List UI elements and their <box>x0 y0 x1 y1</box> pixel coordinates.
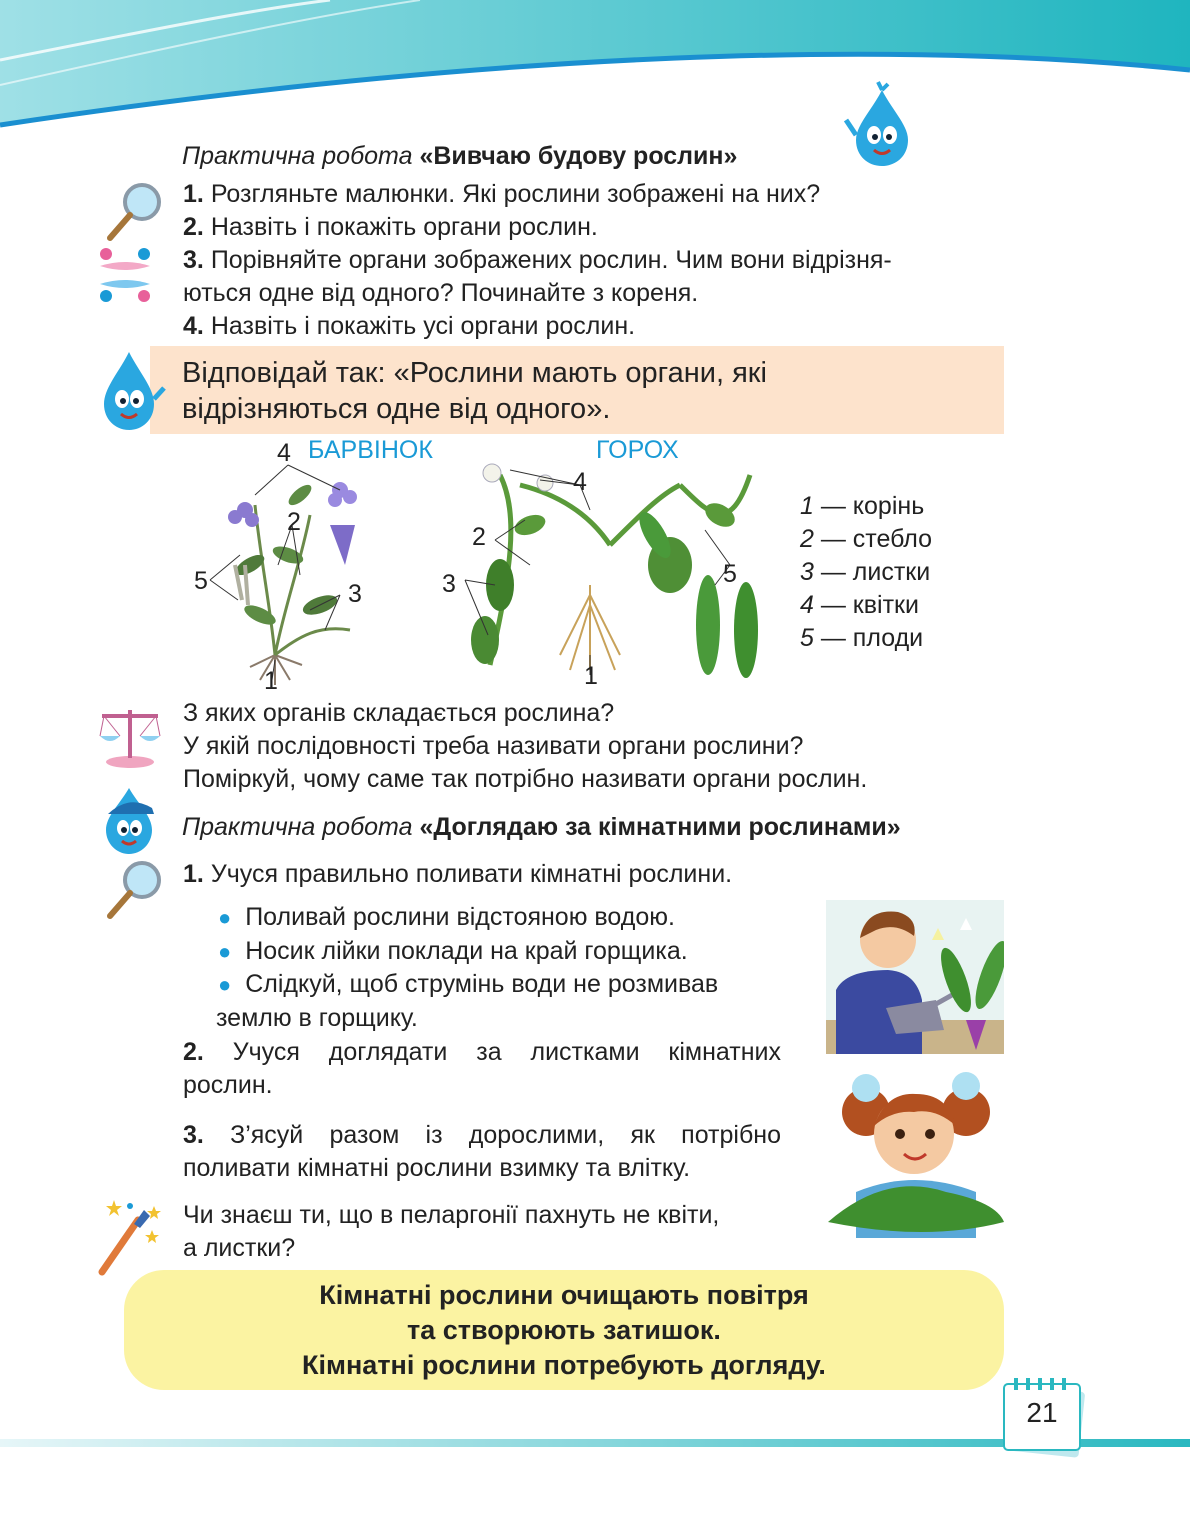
boy-watering-plant-illustration <box>826 900 1004 1054</box>
legend-number: 1 <box>800 492 814 520</box>
legend-number: 4 <box>800 591 814 619</box>
answer-line-2: відрізняються одне від одного». <box>182 393 611 425</box>
header-wave <box>0 0 1190 140</box>
task-number: 3. <box>183 1121 204 1149</box>
paintbrush-stars-icon <box>94 1196 166 1276</box>
summary-line-3: Кімнатні рослини потребують догляду. <box>302 1350 826 1380</box>
bullet-item <box>218 968 718 1001</box>
legend-item <box>800 589 919 622</box>
fact-line-2: а листки? <box>183 1234 296 1262</box>
summary-line-1: Кімнатні рослини очищають повітря <box>319 1280 809 1310</box>
practical2-label: Практична робота <box>182 813 413 841</box>
bullet-item-cont: землю в горщику. <box>216 1004 418 1032</box>
task-text: Назвіть і покажіть усі органи рослин. <box>210 312 636 340</box>
practical1-task-1 <box>183 178 820 211</box>
legend-text: — корінь <box>820 492 925 520</box>
bullet-text: Слідкуй, щоб струмінь води не розмивав <box>245 970 719 998</box>
periwinkle-label-1: 1 <box>264 667 278 695</box>
summary-box <box>124 1270 1004 1390</box>
bullet-text: Носик лійки поклади на край горщика. <box>245 937 688 965</box>
periwinkle-label-3: 3 <box>348 580 362 608</box>
legend-item <box>800 622 923 655</box>
practical1-task-3-cont <box>183 277 698 310</box>
pea-label-5: 5 <box>723 560 737 588</box>
legend-number: 3 <box>800 558 814 586</box>
task-number: 3. <box>183 246 204 274</box>
task-text: Учуся правильно поливати кімнатні рослини. <box>210 860 733 888</box>
task-text: Порівняйте органи зображених рослин. Чим вони відрізня- <box>210 246 892 274</box>
periwinkle-title: БАРВІНОК <box>308 436 433 464</box>
scales-icon <box>96 700 164 770</box>
periwinkle-label-2: 2 <box>287 508 301 536</box>
practical1-task-4 <box>183 310 635 343</box>
legend-number: 2 <box>800 525 814 553</box>
practical1-label: Практична робота <box>182 142 413 170</box>
fact-line-1: Чи знаєш ти, що в пеларгонії пахнуть не квіти, <box>183 1201 720 1229</box>
practical2-task-3-cont: поливати кімнатні рослини взимку та влітку. <box>183 1154 691 1182</box>
task-text: Розгляньте малюнки. Які рослини зображені на них? <box>210 180 821 208</box>
bullet-icon: ● <box>218 939 232 964</box>
bullet-text: Поливай рослини відстояною водою. <box>245 903 675 931</box>
legend-text: — плоди <box>820 624 924 652</box>
bullet-item <box>218 901 675 934</box>
task-number: 2. <box>183 1038 204 1066</box>
magnifier-icon <box>104 858 164 920</box>
page-number: 21 <box>1026 1397 1058 1428</box>
water-drop-mascot-icon <box>92 344 166 432</box>
task-text: З’ясуй разом із дорослими, як потрібно <box>230 1121 781 1149</box>
question-1: З яких органів складається рослина? <box>183 699 615 727</box>
answer-line-1: Відповідай так: «Рослини мають органи, які <box>182 357 767 389</box>
bullet-icon: ● <box>218 905 232 930</box>
legend-number: 5 <box>800 624 814 652</box>
practical1-task-2 <box>183 211 598 244</box>
pea-title: ГОРОХ <box>596 436 679 464</box>
task-number: 1. <box>183 860 204 888</box>
practical2-heading <box>182 811 901 844</box>
legend-text: — листки <box>820 558 931 586</box>
periwinkle-label-4: 4 <box>277 439 291 467</box>
practical1-title: «Вивчаю будову рослин» <box>419 142 738 170</box>
pea-label-3: 3 <box>442 570 456 598</box>
question-2: У якій послідовності треба називати органи рослини? <box>183 732 804 760</box>
legend-item <box>800 523 932 556</box>
magnifier-icon <box>104 180 164 242</box>
task-number: 1. <box>183 180 204 208</box>
practical2-task-1 <box>183 858 732 891</box>
group-work-icon <box>94 244 156 306</box>
pea-label-4: 4 <box>573 468 587 496</box>
question-3: Поміркуй, чому саме так потрібно називати органи рослин. <box>183 765 868 793</box>
pea-label-1: 1 <box>584 662 598 690</box>
bullet-item <box>218 935 688 968</box>
practical2-task-2-cont: рослин. <box>183 1071 273 1099</box>
pea-label-2: 2 <box>472 523 486 551</box>
task-text: Учуся доглядати за листками кімнатних <box>232 1038 781 1066</box>
practical1-heading <box>182 140 737 173</box>
task-text: ються одне від одного? Починайте з кореня. <box>183 279 699 307</box>
summary-line-2: та створюють затишок. <box>407 1315 721 1345</box>
task-number: 4. <box>183 312 204 340</box>
periwinkle-label-5: 5 <box>194 567 208 595</box>
practical1-task-3 <box>183 244 892 277</box>
legend-text: — стебло <box>820 525 933 553</box>
legend-item <box>800 556 930 589</box>
bullet-icon: ● <box>218 972 232 997</box>
practical2-task-3 <box>183 1119 781 1152</box>
periwinkle-leader-lines <box>190 455 380 690</box>
practical2-title: «Доглядаю за кімнатними рослинами» <box>419 813 901 841</box>
task-text: Назвіть і покажіть органи рослин. <box>210 213 598 241</box>
task-number: 2. <box>183 213 204 241</box>
water-drop-mascot-icon <box>94 784 164 856</box>
girl-with-leaf-illustration <box>826 1072 1004 1238</box>
legend-text: — квітки <box>820 591 919 619</box>
legend-item <box>800 490 924 523</box>
water-drop-mascot-icon <box>842 80 922 170</box>
practical2-task-2 <box>183 1036 781 1069</box>
